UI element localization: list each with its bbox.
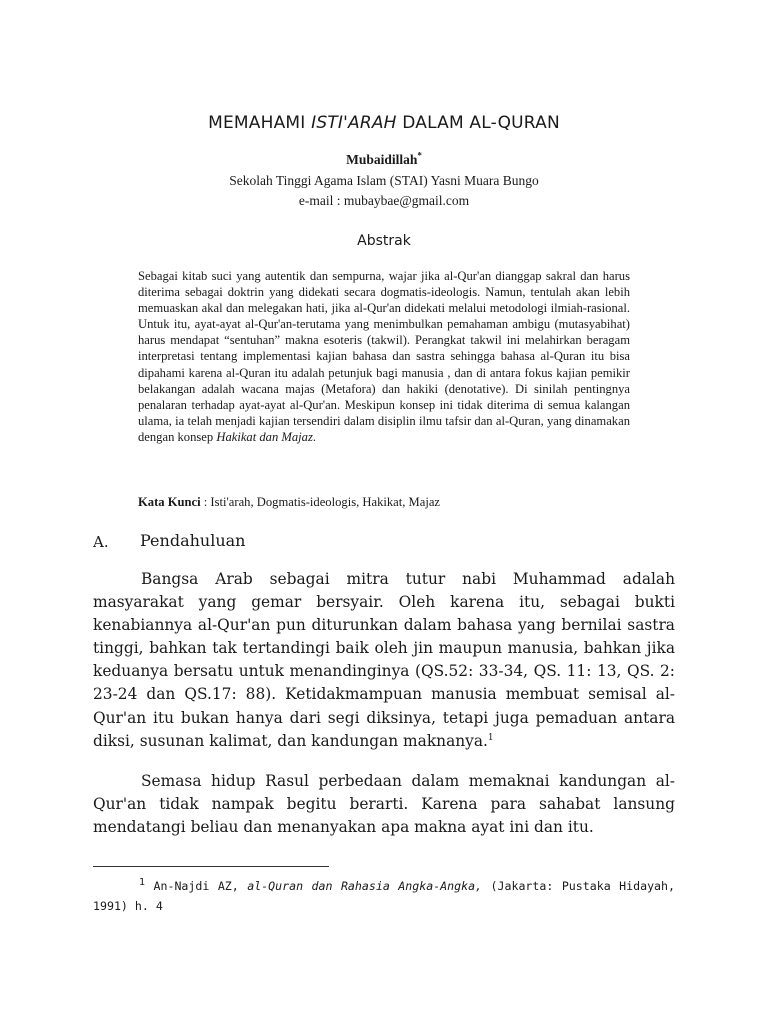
body-paragraph-1	[93, 568, 675, 753]
footnote-post: (Jakarta: Pustaka Hidayah, 1991) h. 4	[93, 879, 675, 913]
abstract-body: Sebagai kitab suci yang autentik dan sempurna, wajar jika al-Qur'an dianggap sakral dan harus diterima sebagai doktrin yang didekati secara dogmatis-ideologis. Namun, tentulah akan lebih memuaskan akal dan melegakan hati, jika al-Qur'an didekati melalui metodologi ilmiah-rasional. Untuk itu, ayat-ayat al-Qur'an-terutama yang menimbulkan pemahaman ambigu (mutasyabihat) harus mendapat “sentuhan” makna esoteris (takwil). Perangkat takwil ini melahirkan beragam interpretasi tentang implementasi kajian bahasa dan sastra sehingga bahasa al-Quran itu bisa dipahami karena al-Quran itu adalah petunjuk bagi manusia , dan di antara fokus kajian pemikir belakangan adalah wacana majas (Metafora) dan hakiki (denotative). Di sinilah pentingnya penalaran terhadap ayat-ayat al-Qur'an. Meskipun konsep ini tidak diterima di semua kalangan ulama, ia telah menjadi kajian tersendiri dalam disiplin ilmu tafsir dan al-Quran, yang dinamakan dengan konsep	[138, 269, 630, 444]
author-footnote-mark: *	[417, 150, 422, 161]
abstract-text	[138, 268, 630, 445]
title-pre: MEMAHAMI	[208, 113, 312, 133]
footnote-1	[93, 876, 675, 916]
title-post: DALAM AL-QURAN	[396, 113, 560, 133]
abstract-italic-end: Hakikat dan Majaz	[216, 429, 313, 444]
paper-title	[0, 113, 768, 133]
footnote-separator	[93, 866, 329, 867]
footnote-ref-1[interactable]: 1	[487, 732, 494, 743]
abstract-heading: Abstrak	[357, 233, 411, 249]
section-letter: A.	[93, 533, 109, 551]
paragraph-1-text: Bangsa Arab sebagai mitra tutur nabi Muhammad adalah masyarakat yang gemar bersyair. Oleh karena itu, sebagai bukti kenabiannya al-Qur'an pun diturunkan dalam bahasa yang bernilai sastra tinggi, bahkan tak tertandingi baik oleh jin maupun manusia, bahkan jika keduanya bersatu untuk menandinginya (QS.52: 33-34, QS. 11: 13, QS. 2: 23-24 dan QS.17: 88). Ketidakmampuan manusia membuat semisal al-Qur'an itu bukan hanya dari segi diksinya, tetapi juga pemaduan antara diksi, susunan kalimat, dan kandungan maknanya.	[93, 570, 675, 750]
keywords-label: Kata Kunci	[138, 495, 201, 509]
footnote-pre: An-Najdi AZ,	[145, 879, 248, 893]
body-paragraph-2: Semasa hidup Rasul perbedaan dalam memaknai kandungan al-Qur'an tidak nampak begitu berarti. Karena para sahabat lansung mendatangi beliau dan menanyakan apa makna ayat ini dan itu.	[93, 772, 675, 837]
title-italic: ISTI'ARAH	[311, 113, 397, 133]
author-name	[0, 152, 768, 168]
keywords-value: : Isti'arah, Dogmatis-ideologis, Hakikat, Majaz	[200, 495, 441, 509]
footnote-italic: al-Quran dan Rahasia Angka-Angka,	[247, 879, 483, 893]
author-email: e-mail : mubaybae@gmail.com	[298, 193, 470, 208]
abstract-end: .	[312, 429, 317, 444]
author-affiliation: Sekolah Tinggi Agama Islam (STAI) Yasni Muara Bungo	[229, 173, 539, 188]
keywords	[138, 494, 630, 510]
section-title: Pendahuluan	[140, 531, 246, 550]
footnote-mark: 1	[139, 877, 146, 889]
author-name-text: Mubaidillah	[346, 152, 418, 167]
